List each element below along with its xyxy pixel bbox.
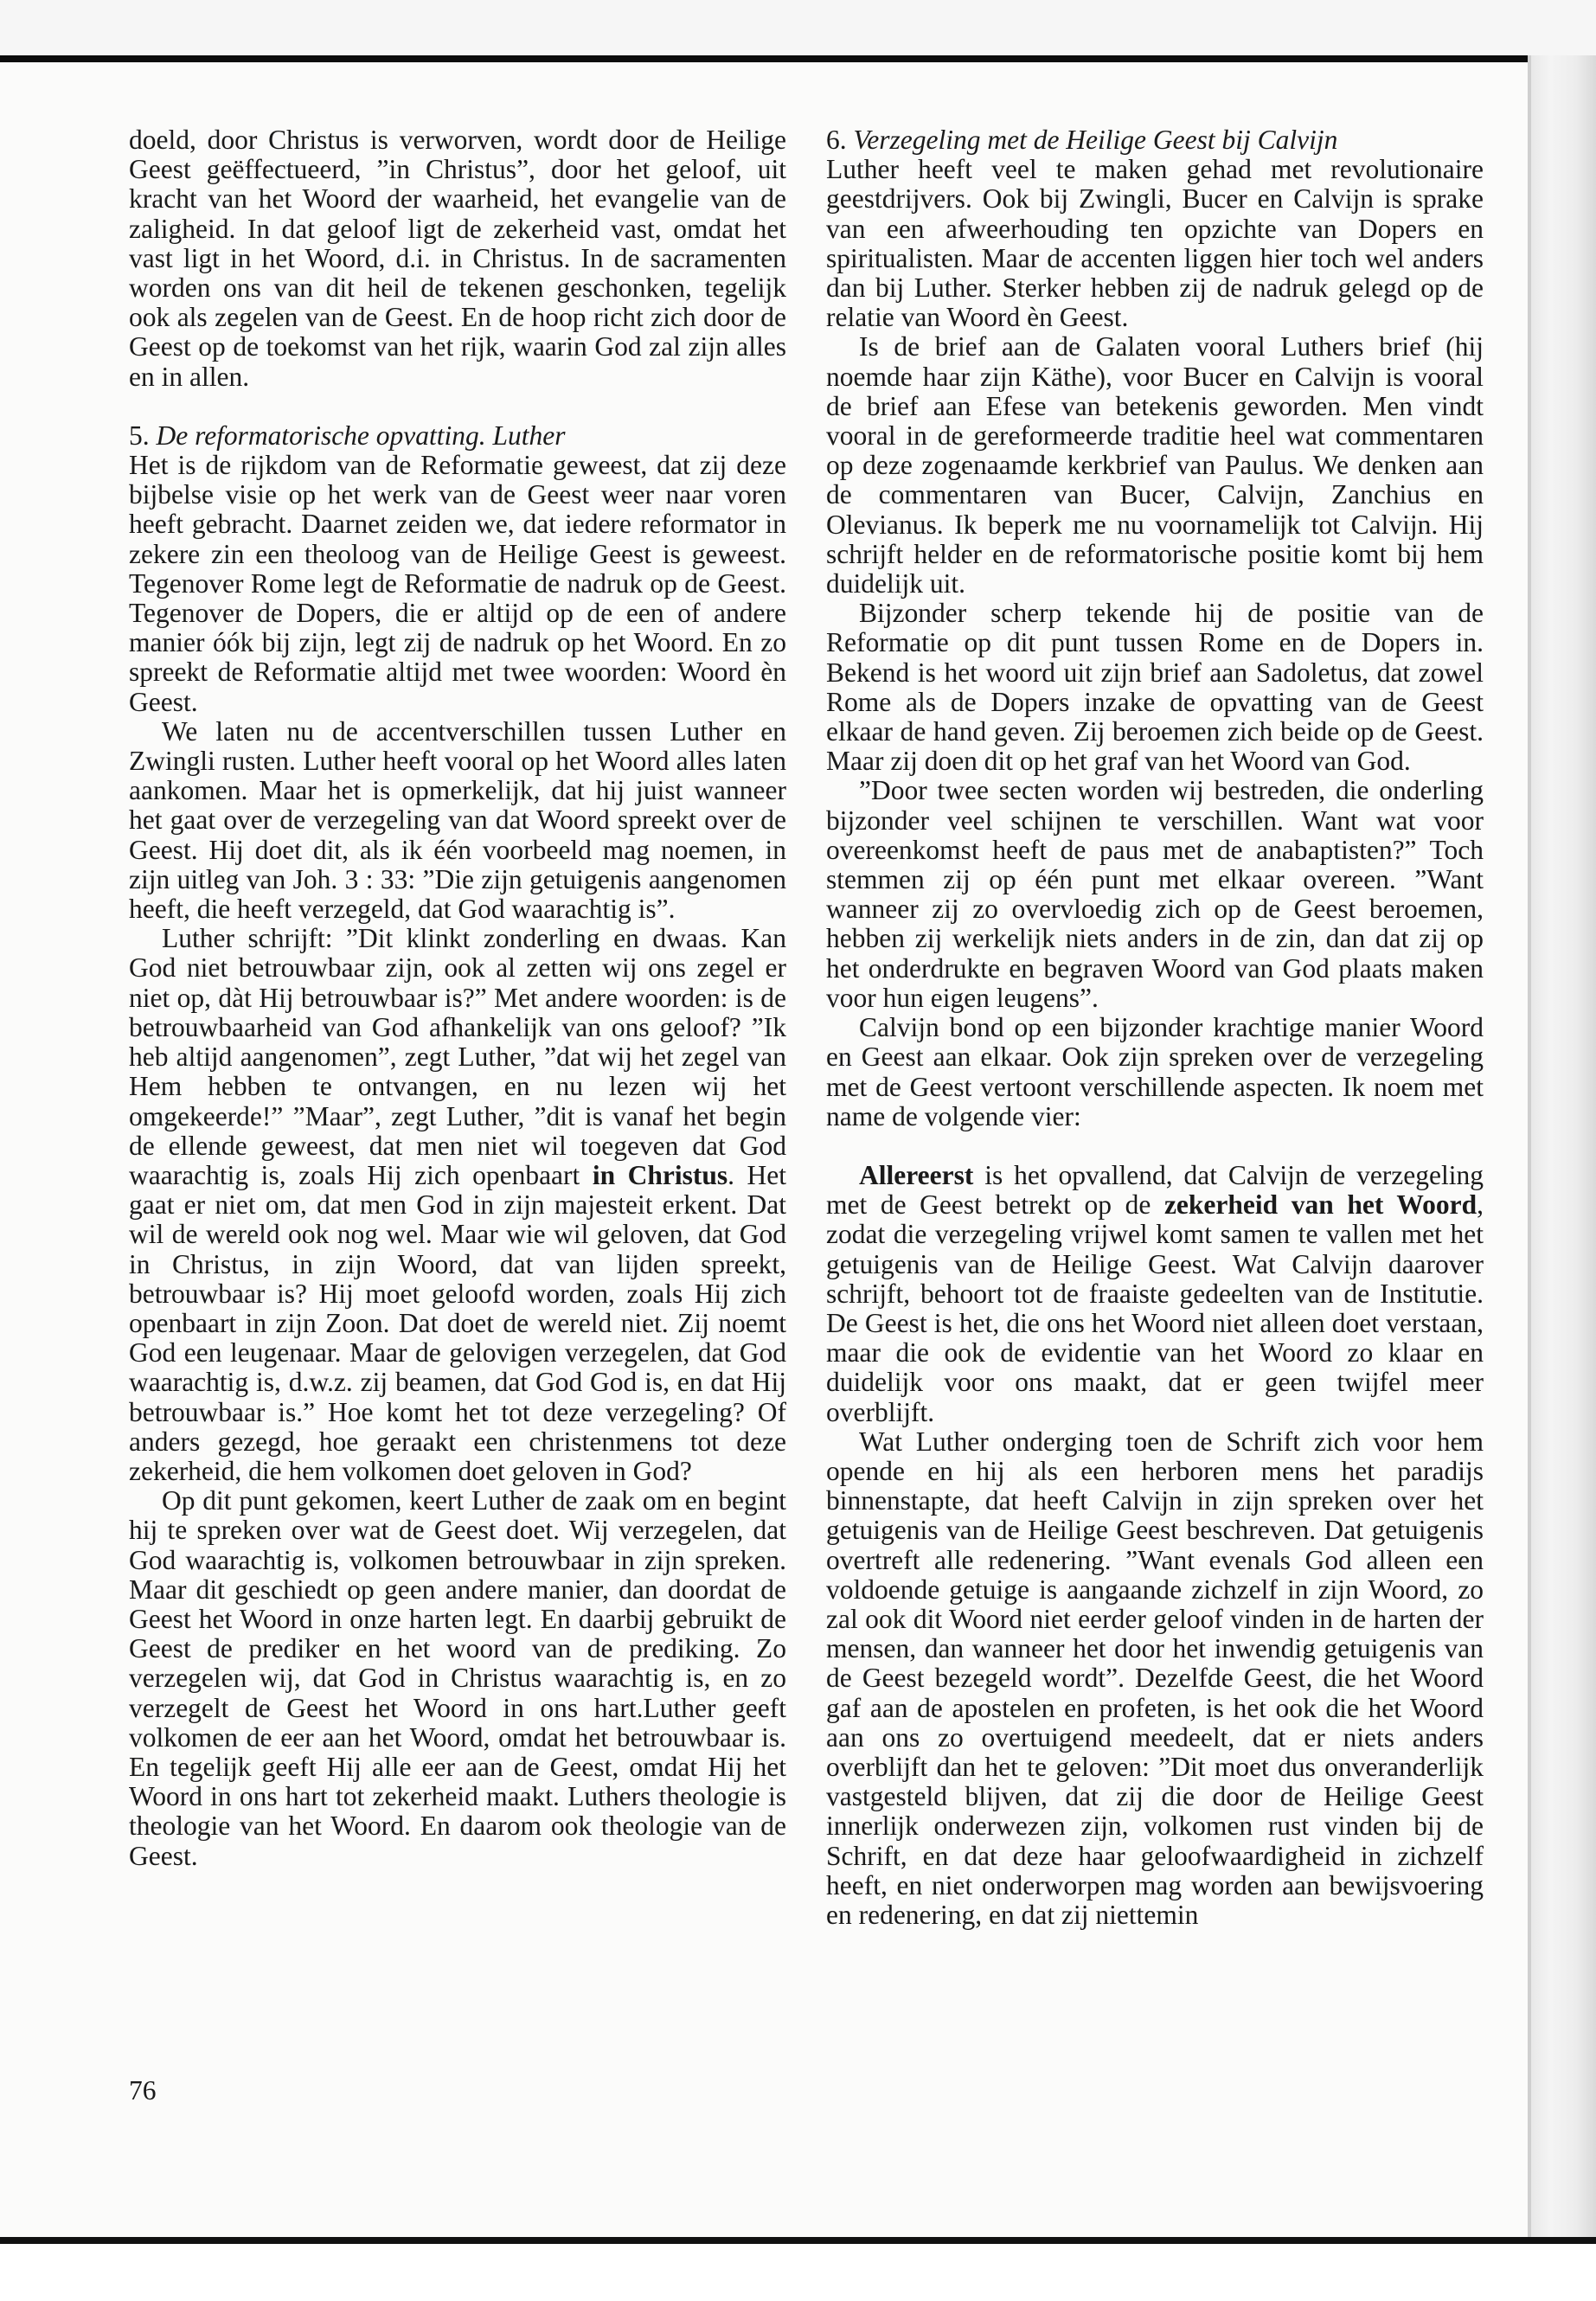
left-column bbox=[129, 125, 786, 1871]
left-paragraph-4-emphasis: in Christus bbox=[592, 1159, 728, 1190]
right-paragraph-6-text-a: is het opvallend, dat Calvijn de verzegeling met de Geest betrekt op de bbox=[826, 1159, 1484, 1221]
right-paragraph-3: Bijzonder scherp tekende hij de positie van de Reformatie op dit punt tussen Rome en de Dopers in. Bekend is het woord uit zijn brief aan Sadoletus, dat zowel Rome als de Dopers inzake de opvatting van de Geest elkaar de hand geven. Zij beroemen zich beide op de Geest. Maar zij doen dit op het graf van het Woord van God. bbox=[826, 598, 1484, 777]
left-paragraph-4 bbox=[129, 924, 786, 1486]
right-paragraph-5: Calvijn bond op een bijzonder krachtige manier Woord en Geest aan elkaar. Ook zijn spreken over de verzegeling met de Geest vertoont verschillende aspecten. Ik noem met name de volgende vier: bbox=[826, 1012, 1484, 1131]
right-paragraph-2: Is de brief aan de Galaten vooral Luthers brief (hij noemde haar zijn Käthe), voor Bucer en Calvijn is vooral de brief aan Efese van betekenis geworden. Men vindt vooral in de gereformeerde traditie heel wat commentaren op deze zogenaamde kerkbrief van Paulus. We denken aan de commentaren van Bucer, Calvijn, Zanchius en Olevianus. Ik beperk me nu voornamelijk tot Calvijn. Hij schrijft helder en de reformatorische positie komt bij hem duidelijk uit. bbox=[826, 331, 1484, 599]
right-paragraph-7: Wat Luther onderging toen de Schrift zich voor hem opende en hij als een herboren mens het paradijs binnenstapte, dat heeft Calvijn in zijn spreken over het getuigenis van de Heilige Geest beschreven. Dat getuigenis overtreft alle redenering. ”Want evenals God alleen een voldoende getuige is aangaande zichzelf in zijn Woord, zo zal ook dit Woord niet eerder geloof vinden in de harten der mensen, dan wanneer het door het inwendig getuigenis van de Geest bezegeld wordt”. Dezelfde Geest, die het Woord gaf aan de apostelen en profeten, is het ook die het Woord aan ons zo overtuigend meedeelt, dat er niets anders overblijft dan het te geloven: ”Dit moet dus onveranderlijk vastgesteld blijven, dat zij die door de Heilige Geest innerlijk onderwezen zijn, volkomen rust vinden bij de Schrift, en dat deze haar geloofwaardigheid in zichzelf heeft, en niet onderworpen mag worden aan bewijsvoering en redenering, en dat zij niettemin bbox=[826, 1426, 1484, 1930]
section-5-heading bbox=[129, 421, 786, 451]
section-6-title: Verzegeling met de Heilige Geest bij Calvijn bbox=[853, 125, 1338, 155]
right-paragraph-6-text-b: , zodat die verzegeling vrijwel komt samen te vallen met het getuigenis van de Heilige Geest. Wat Calvijn daarover schrijft, behoort tot de fraaiste gedeelten van de Institutie. De Geest is het, die ons het Woord niet alleen doet verstaan, maar die ook de evidentie van het Woord zo klaar en duidelijk voor ons maakt, dat er geen twijfel meer overblijft. bbox=[826, 1189, 1484, 1427]
right-paragraph-1: Luther heeft veel te maken gehad met revolutionaire geestdrijvers. Ook bij Zwingli, Bucer en Calvijn is sprake van een afweerhouding ten opzichte van Dopers en spiritualisten. Maar de accenten liggen hier toch wel anders dan bij Luther. Sterker hebben zij de nadruk gelegd op de relatie van Woord èn Geest. bbox=[826, 154, 1484, 333]
right-paragraph-6-emphasis-1: Allereerst bbox=[859, 1159, 974, 1190]
right-paragraph-4: ”Door twee secten worden wij bestreden, die onderling bijzonder veel schijnen te verschillen. Want wat voor overeenkomst heeft de paus met de anabaptisten?” Toch stemmen zij op één punt met elkaar overeen. ”Want wanneer zij zo overvloedig zich op de Geest beroemen, hebben zij werkelijk niets anders in de zin, dan dat zij op het onderdrukte en begraven Woord van God plaats maken voor hun eigen leugens”. bbox=[826, 775, 1484, 1013]
scan-border-bottom bbox=[0, 2237, 1596, 2244]
scan-border-top-light bbox=[0, 0, 1596, 55]
scan-margin-bottom bbox=[0, 2244, 1596, 2301]
right-paragraph-6-emphasis-2: zekerheid van het Woord bbox=[1163, 1189, 1477, 1221]
scan-border-right bbox=[1531, 55, 1596, 2239]
section-5-title: De reformatorische opvatting. Luther bbox=[156, 420, 566, 451]
left-paragraph-4-text-b: . Het gaat er niet om, dat men God in zijn majesteit erkent. Dat wil de wereld ook nog wel. Maar wie wil geloven, dat God in Christus, in zijn Woord, dat van lijden spreekt, betrouwbaar is? Hij moet geloofd worden, zoals Hij zich openbaart in zijn Zoon. Dat doet de wereld niet. Zij noemt God een leugenaar. Maar de gelovigen verzegelen, dat God waarachtig is, d.w.z. zij beamen, dat God God is, en dat Hij betrouwbaar is.” Hoe komt het tot deze verzegeling? Of anders gezegd, hoe geraakt een christenmens tot deze zekerheid, die hem volkomen doet geloven in God? bbox=[129, 1159, 787, 1486]
left-paragraph-2: Het is de rijkdom van de Reformatie geweest, dat zij deze bijbelse visie op het werk van de Geest weer naar voren heeft gebracht. Daarnet zeiden we, dat iedere reformator in zekere zin een theoloog van de Heilige Geest is geweest. Tegenover Rome legt de Reformatie de nadruk op de Geest. Tegenover de Dopers, die er altijd op de een of andere manier óók bij zijn, legt zij de nadruk op het Woord. En zo spreekt de Reformatie altijd met twee woorden: Woord èn Geest. bbox=[129, 450, 786, 717]
right-paragraph-6 bbox=[826, 1161, 1484, 1427]
page-number: 76 bbox=[129, 2075, 157, 2106]
section-6-heading bbox=[826, 125, 1484, 155]
right-column bbox=[826, 125, 1484, 1930]
section-6-number: 6. bbox=[826, 125, 847, 155]
scan-border-top bbox=[0, 55, 1596, 62]
section-5-number: 5. bbox=[129, 420, 150, 451]
left-paragraph-1: doeld, door Christus is verworven, wordt door de Heilige Geest geëffectueerd, ”in Christus”, door het geloof, uit kracht van het Woord der waarheid, het evangelie van de zaligheid. In dat geloof ligt de zekerheid vast, omdat het vast ligt in het Woord, d.i. in Christus. In de sacramenten worden ons van dit heil de tekenen geschonken, tegelijk ook als zegelen van de Geest. En de hoop richt zich door de Geest op de toekomst van het rijk, waarin God zal zijn alles en in allen. bbox=[129, 125, 786, 392]
left-paragraph-5: Op dit punt gekomen, keert Luther de zaak om en begint hij te spreken over wat de Geest doet. Wij verzegelen, dat God waarachtig is, volkomen betrouwbaar in zijn spreken. Maar dit geschiedt op geen andere manier, dan doordat de Geest het Woord in onze harten legt. En daarbij gebruikt de Geest de prediker en het woord van de prediking. Zo verzegelen wij, dat God in Christus waarachtig is, en zo verzegelt de Geest het Woord in ons hart.Luther geeft volkomen de eer aan het Woord, omdat het betrouwbaar is. En tegelijk geeft Hij alle eer aan de Geest, omdat Hij het Woord in ons hart tot zekerheid maakt. Luthers theologie is theologie van het Woord. En daarom ook theologie van de Geest. bbox=[129, 1485, 786, 1871]
left-paragraph-4-text-a: Luther schrijft: ”Dit klinkt zonderling en dwaas. Kan God niet betrouwbaar zijn, ook al zetten wij ons zegel er niet op, dàt Hij betrouwbaar is?” Met andere woorden: is de betrouwbaarheid van God afhankelijk van ons geloof? ”Ik heb altijd aangenomen”, zegt Luther, ”dat wij het zegel van Hem hebben te ontvangen, en nu lezen wij het omgekeerde!” ”Maar”, zegt Luther, ”dit is vanaf het begin de ellende geweest, dat men niet wil toegeven dat God waarachtig is, zoals Hij zich openbaart bbox=[129, 923, 786, 1190]
left-paragraph-3: We laten nu de accentverschillen tussen Luther en Zwingli rusten. Luther heeft vooral op het Woord alles laten aankomen. Maar het is opmerkelijk, dat hij juist wanneer het gaat over de verzegeling van dat Woord spreekt over de Geest. Hij doet dit, als ik één voorbeeld mag noemen, in zijn uitleg van Joh. 3 : 33: ”Die zijn getuigenis aangenomen heeft, die heeft verzegeld, dat God waarachtig is”. bbox=[129, 715, 786, 925]
